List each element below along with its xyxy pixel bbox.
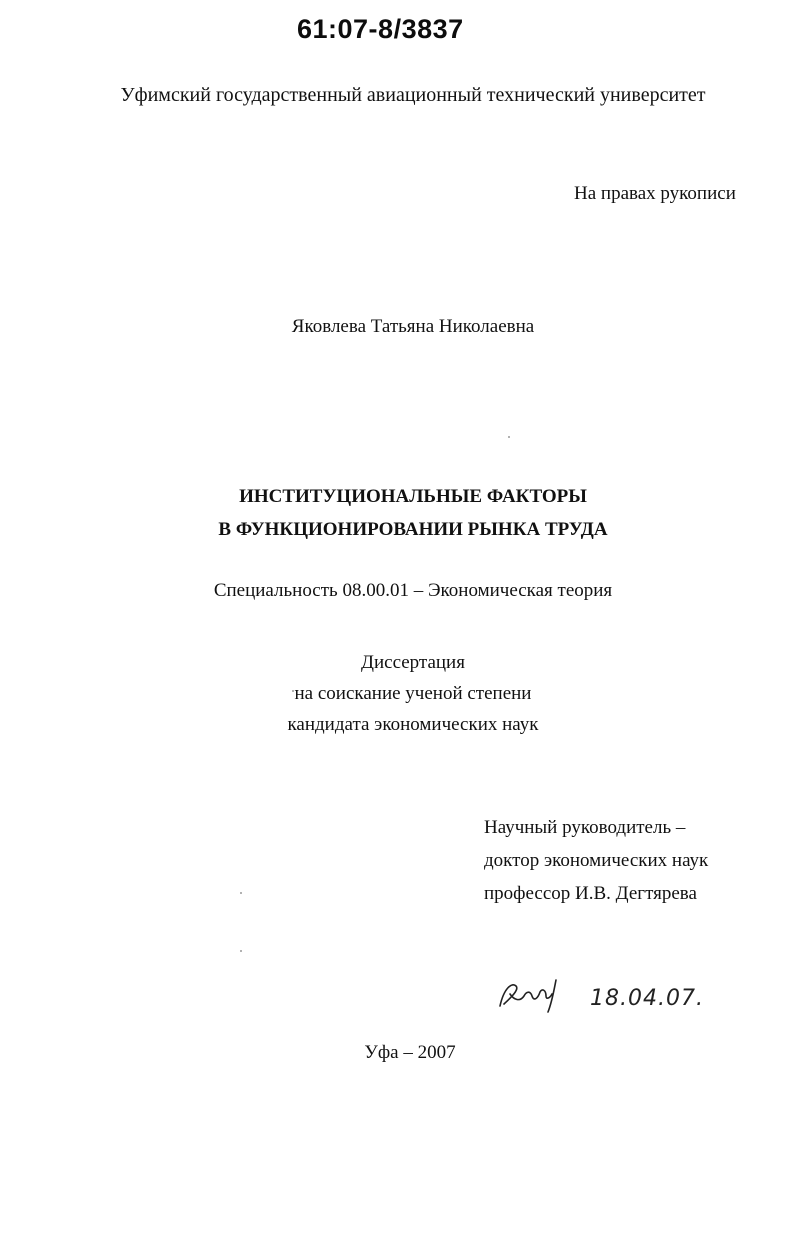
supervisor-line-3: профессор И.В. Дегтярева xyxy=(484,883,697,904)
library-call-number: 61:07-8/3837 xyxy=(297,14,464,44)
rights-notice: На правах рукописи xyxy=(574,183,736,204)
scan-speck xyxy=(508,436,510,438)
handwritten-signature xyxy=(494,976,568,1014)
title-line-2: В ФУНКЦИОНИРОВАНИИ РЫНКА ТРУДА xyxy=(218,519,608,540)
dissertation-title xyxy=(0,480,799,546)
degree-line-1: Диссертация xyxy=(361,652,465,673)
supervisor-block xyxy=(484,811,708,910)
university-name: Уфимский государственный авиационный технический университет xyxy=(120,84,706,106)
title-line-1: ИНСТИТУЦИОНАЛЬНЫЕ ФАКТОРЫ xyxy=(239,486,587,507)
degree-line-2: на соискание ученой степени xyxy=(294,683,532,704)
scan-speck xyxy=(292,690,294,692)
specialty-line: Специальность 08.00.01 – Экономическая теория xyxy=(213,580,613,601)
supervisor-line-1: Научный руководитель – xyxy=(484,817,686,838)
author-name: Яковлева Татьяна Николаевна xyxy=(291,316,535,337)
degree-statement xyxy=(0,647,799,740)
scan-speck xyxy=(240,950,242,952)
signature-date: 18.04.07. xyxy=(590,986,704,1011)
city-and-year: Уфа – 2007 xyxy=(364,1042,456,1063)
scan-speck xyxy=(240,892,242,894)
degree-line-3: кандидата экономических наук xyxy=(287,714,539,735)
supervisor-line-2: доктор экономических наук xyxy=(484,850,709,871)
